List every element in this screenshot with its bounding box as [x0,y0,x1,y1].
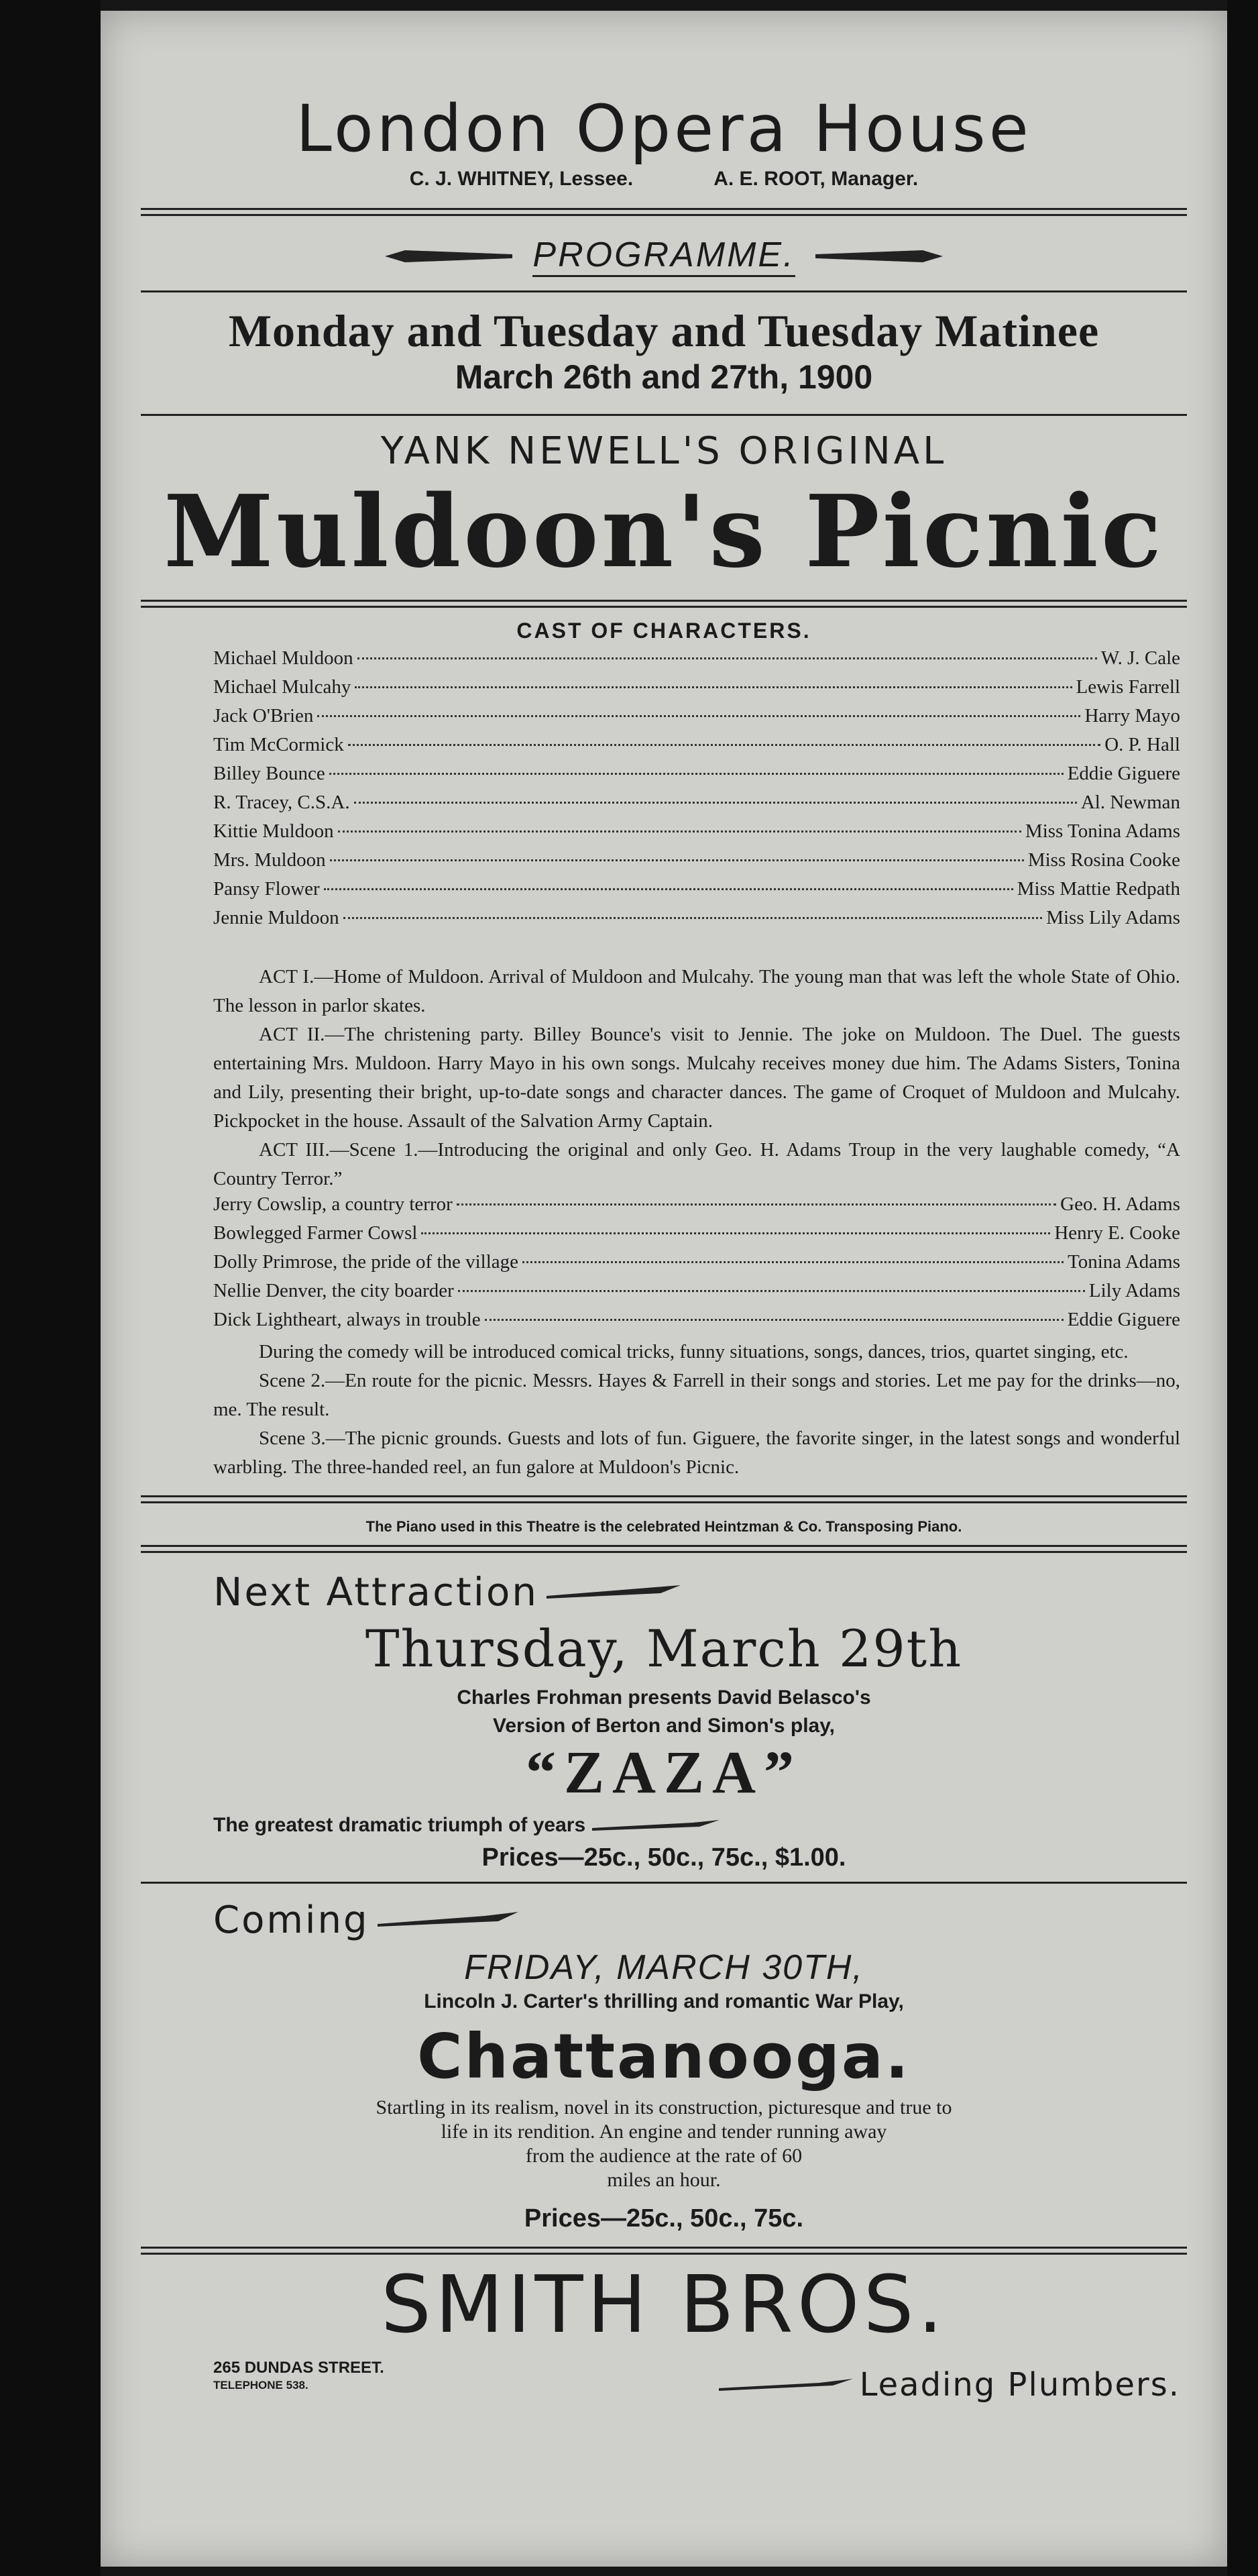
theatre-name: London Opera House [296,91,1032,166]
piano-rule-bottom [141,1545,1187,1553]
leader-dots [457,1203,1056,1205]
cast-role: R. Tracey, C.S.A. [213,791,350,813]
next-attraction-rule [141,1882,1187,1884]
cast-actor: Lily Adams [1088,1279,1180,1301]
leader-dots [357,657,1097,659]
header-rule [141,208,1187,216]
show-presenter: YANK NEWELL'S ORIGINAL [380,429,948,473]
next-attraction-heading [213,1569,1227,1615]
cast-actor: Henry E. Cooke [1054,1222,1180,1244]
leader-dots [458,1290,1085,1292]
title-rule [141,600,1187,608]
coming-label: Coming [213,1898,369,1942]
pen-swash-ornament [719,2377,853,2392]
cast-actor: Miss Rosina Cooke [1027,849,1180,871]
cast-actor: W. J. Cale [1100,647,1180,669]
coming-title: Chattanooga. [417,2020,911,2092]
leader-dots [355,686,1072,688]
programme-banner [101,235,1227,277]
performance-days: Monday and Tuesday and Tuesday Matinee [228,305,1100,356]
leader-dots [329,773,1064,775]
cast-role: Jerry Cowslip, a country terror [213,1193,453,1215]
coming-description-line: Startling in its realism, novel in its construction, picturesque and true to [376,2096,952,2118]
next-attraction-title: “ZAZA” [525,1739,803,1806]
programme-rule [141,290,1187,292]
cast-row [213,1309,1180,1338]
cast-role: Dick Lightheart, always in trouble [213,1308,481,1330]
cast-actor: O. P. Hall [1104,733,1180,755]
cast-row [213,676,1180,705]
advertiser-telephone: TELEPHONE 538. [213,2378,308,2392]
cast-actor: Lewis Farrell [1076,676,1180,698]
cast-role: Kittie Muldoon [213,820,334,842]
coming-description-line: miles an hour. [607,2168,721,2191]
cast-actor: Miss Lily Adams [1046,906,1180,928]
film-border-right [1227,0,1258,2576]
cast-role: Bowlegged Farmer Cowsl [213,1222,418,1244]
leader-dots [324,888,1013,890]
film-border-left [0,0,101,2576]
cast-role: Billey Bounce [213,762,325,784]
cast-row [213,849,1180,878]
coming-description-line: life in its rendition. An engine and tender running away [441,2120,887,2143]
scene-two-synopsis: Scene 2.—En route for the picnic. Messrs. Hayes & Farrell in their songs and stories. Let me pay for the drinks—no, me. The result. [213,1369,1180,1420]
act-one-synopsis: ACT I.—Home of Muldoon. Arrival of Muldoon and Mulcahy. The young man that was left the whole State of Ohio. The lesson in parlor skates. [213,965,1180,1016]
advertiser-address: 265 DUNDAS STREET. [213,2358,384,2377]
cast-role: Jack O'Brien [213,704,314,727]
act-two-synopsis: ACT II.—The christening party. Billey Bounce's visit to Jennie. The joke on Muldoon. The Duel. The guests entertaining Mrs. Muldoon. Harry Mayo in his own songs. Mulcahy receives money due him. The Adams Sisters, Tonina and Lily, presenting their bright, up-to-date songs and character dances. The game of Croquet of Muldoon and Mulcahy. Pickpocket in the house. Assault of the Salvation Army Captain. [213,1023,1180,1132]
leader-dots [522,1261,1064,1263]
dates-rule [141,414,1187,416]
cast-row [213,1251,1180,1280]
coming-date: FRIDAY, MARCH 30TH, [464,1947,864,1987]
cast-role: Tim McCormick [213,733,344,755]
cast-actor: Geo. H. Adams [1060,1193,1180,1215]
piano-notice: The Piano used in this Theatre is the celebrated Heintzman & Co. Transposing Piano. [365,1517,962,1535]
leader-dots [421,1232,1050,1234]
piano-rule-top [141,1495,1187,1503]
show-title: Muldoon's Picnic [164,473,1164,590]
next-attraction-version: Version of Berton and Simon's play, [493,1714,835,1737]
coming-description-line: from the audience at the rate of 60 [525,2144,803,2167]
advert-rule [141,2247,1187,2255]
programme-sheet [101,11,1227,2567]
advertiser-address-block [213,2359,384,2394]
leader-dots [485,1319,1064,1321]
leader-dots [330,859,1024,861]
cast-role: Nellie Denver, the city boarder [213,1279,454,1301]
cast-actor: Tonina Adams [1068,1250,1180,1273]
act-three-synopsis: ACT III.—Scene 1.—Introducing the original and only Geo. H. Adams Troup in the very laughable comedy, “A Country Terror.” [213,1138,1180,1189]
programme-label: PROGRAMME. [532,235,795,277]
next-attraction-date: Thursday, March 29th [365,1618,963,1678]
next-attraction-tagline-row [213,1814,1227,1837]
cast-row [213,734,1180,763]
next-attraction-label: Next Attraction [213,1568,539,1615]
leader-dots [354,802,1077,804]
cast-row [213,763,1180,792]
leader-dots [338,830,1021,833]
leader-dots [343,917,1043,919]
lessee: C. J. WHITNEY, Lessee. [409,168,634,190]
cast-row [213,1222,1180,1251]
cast-row [213,792,1180,820]
cast-role: Michael Muldoon [213,647,353,669]
left-swash-ornament [385,248,512,265]
coming-prices: Prices—25c., 50c., 75c. [524,2204,804,2233]
manager: A. E. ROOT, Manager. [713,168,919,190]
cast-actor: Al. Newman [1080,791,1180,813]
next-attraction-prices: Prices—25c., 50c., 75c., $1.00. [481,1843,846,1872]
cast-actor: Eddie Giguere [1067,1308,1180,1330]
leader-dots [348,744,1101,746]
cast-role: Pansy Flower [213,877,320,900]
coming-heading [213,1898,1227,1942]
cast-row [213,820,1180,849]
cast-actor: Eddie Giguere [1067,762,1180,784]
cast-row [213,907,1180,936]
advertiser-tagline-row [719,2366,1180,2404]
cast-row [213,705,1180,734]
cast-list [213,647,1180,936]
scene-three-synopsis: Scene 3.—The picnic grounds. Guests and lots of fun. Giguere, the favorite singer, in the latest songs and wonderful warbling. The three-handed reel, an fun galore at Muldoon's Picnic. [213,1427,1180,1478]
cast-role: Jennie Muldoon [213,906,339,928]
pen-swash-ornament [547,1584,681,1600]
cast-heading: CAST OF CHARACTERS. [516,618,811,643]
next-attraction-presenter: Charles Frohman presents David Belasco's [457,1686,871,1709]
cast-role: Dolly Primrose, the pride of the village [213,1250,519,1273]
right-swash-ornament [815,248,943,265]
cast-row [213,878,1180,907]
management-line [101,168,1227,191]
advertiser-name: SMITH BROS. [380,2257,948,2351]
next-attraction-tagline: The greatest dramatic triumph of years [213,1813,586,1836]
cast-role: Michael Mulcahy [213,676,351,698]
cast-row [213,1280,1180,1309]
cast-row [213,1193,1180,1222]
coming-presenter: Lincoln J. Carter's thrilling and romantic War Play, [424,1990,904,2012]
leader-dots [317,715,1080,717]
cast-row [213,647,1180,676]
comedy-cast-list [213,1193,1180,1338]
cast-actor: Miss Mattie Redpath [1017,877,1180,900]
performance-dates: March 26th and 27th, 1900 [455,358,873,396]
advertiser-tagline: Leading Plumbers. [859,2365,1180,2404]
cast-actor: Miss Tonina Adams [1025,820,1180,842]
pen-swash-ornament [378,1911,518,1929]
cast-actor: Harry Mayo [1084,704,1180,727]
pen-swash-ornament [592,1819,720,1832]
advertiser-footer [213,2349,1180,2409]
cast-role: Mrs. Muldoon [213,849,326,871]
comedy-note: During the comedy will be introduced comical tricks, funny situations, songs, dances, trios, quartet singing, etc. [259,1340,1129,1362]
